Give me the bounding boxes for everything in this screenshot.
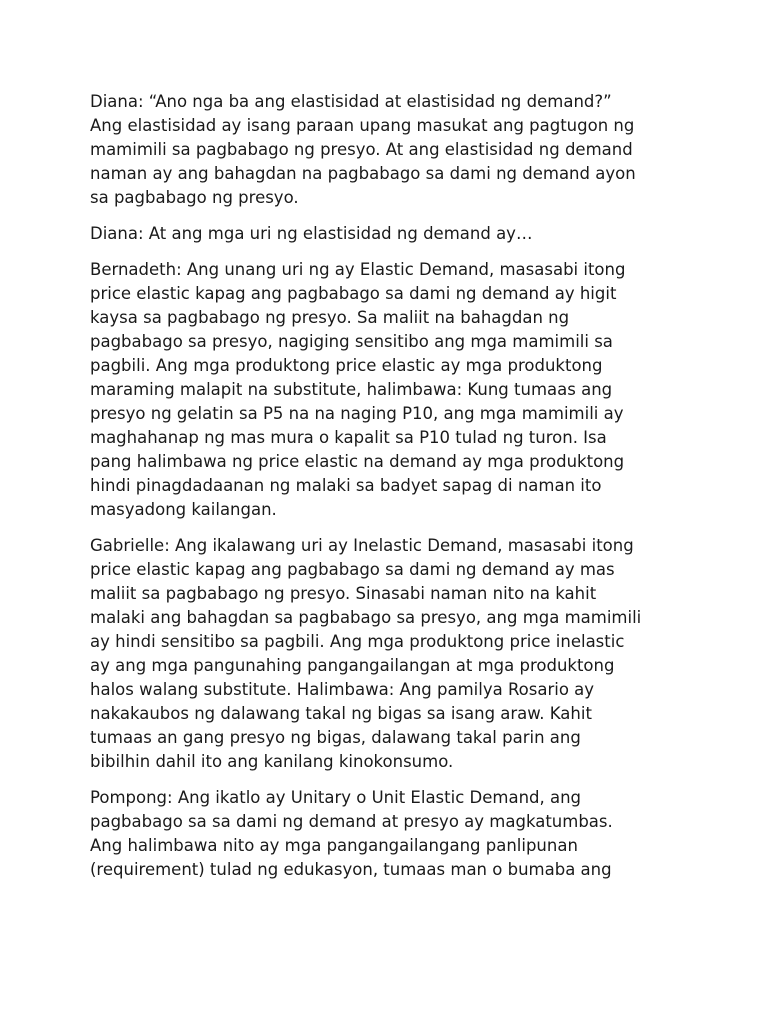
text-line: mamimili sa pagbabago ng presyo. At ang elastisidad ng demand [90,140,633,159]
text-line: masyadong kailangan. [90,500,277,519]
text-line: Bernadeth: Ang unang uri ng ay Elastic Demand, masasabi itong [90,260,626,279]
text-line: presyo ng gelatin sa P5 na na naging P10, ang mga mamimili ay [90,404,624,423]
text-line: kaysa sa pagbabago ng presyo. Sa maliit na bahagdan ng [90,308,570,327]
text-line: maliit sa pagbabago ng presyo. Sinasabi naman nito na kahit [90,584,597,603]
text-line: (requirement) tulad ng edukasyon, tumaas man o bumaba ang [90,860,612,879]
text-line: halos walang substitute. Halimbawa: Ang pamilya Rosario ay [90,680,595,699]
text-line: naman ay ang bahagdan na pagbabago sa dami ng demand ayon [90,164,636,183]
text-line: maghahanap ng mas mura o kapalit sa P10 tulad ng turon. Isa [90,428,607,447]
text-line: price elastic kapag ang pagbabago sa dami ng demand ay higit [90,284,617,303]
paragraph-diana-types [90,222,690,246]
text-line: pagbabago sa presyo, nagiging sensitibo ang mga mamimili sa [90,332,613,351]
text-line: ay hindi sensitibo sa pagbili. Ang mga produktong price inelastic [90,632,625,651]
text-line: Diana: “Ano nga ba ang elastisidad at elastisidad ng demand?” [90,92,612,111]
text-line: hindi pinagdadaanan ng malaki sa badyet sapag di naman ito [90,476,602,495]
text-line: Ang halimbawa nito ay mga pangangailangang panlipunan [90,836,578,855]
text-line: nakakaubos ng dalawang takal ng bigas sa isang araw. Kahit [90,704,592,723]
text-line: pang halimbawa ng price elastic na demand ay mga produktong [90,452,625,471]
text-line: malaki ang bahagdan sa pagbabago sa presyo, ang mga mamimili [90,608,642,627]
text-line: ay ang mga pangunahing pangangailangan at mga produktong [90,656,615,675]
text-line: Gabrielle: Ang ikalawang uri ay Inelastic Demand, masasabi itong [90,536,634,555]
text-line: sa pagbabago ng presyo. [90,188,299,207]
paragraph-pompong [90,786,690,882]
text-line: maraming malapit na substitute, halimbawa: Kung tumaas ang [90,380,613,399]
text-line: tumaas an gang presyo ng bigas, dalawang takal parin ang [90,728,581,747]
text-line: pagbili. Ang mga produktong price elastic ay mga produktong [90,356,603,375]
text-line: bibilhin dahil ito ang kanilang kinokonsumo. [90,752,454,771]
text-line: Pompong: Ang ikatlo ay Unitary o Unit Elastic Demand, ang [90,788,582,807]
paragraph-diana-question [90,90,690,210]
paragraph-bernadeth [90,258,690,522]
document-body [90,90,690,894]
text-line: Diana: At ang mga uri ng elastisidad ng demand ay… [90,224,533,243]
text-line: pagbabago sa sa dami ng demand at presyo ay magkatumbas. [90,812,613,831]
paragraph-gabrielle [90,534,690,774]
text-line: Ang elastisidad ay isang paraan upang masukat ang pagtugon ng [90,116,635,135]
text-line: price elastic kapag ang pagbabago sa dami ng demand ay mas [90,560,615,579]
